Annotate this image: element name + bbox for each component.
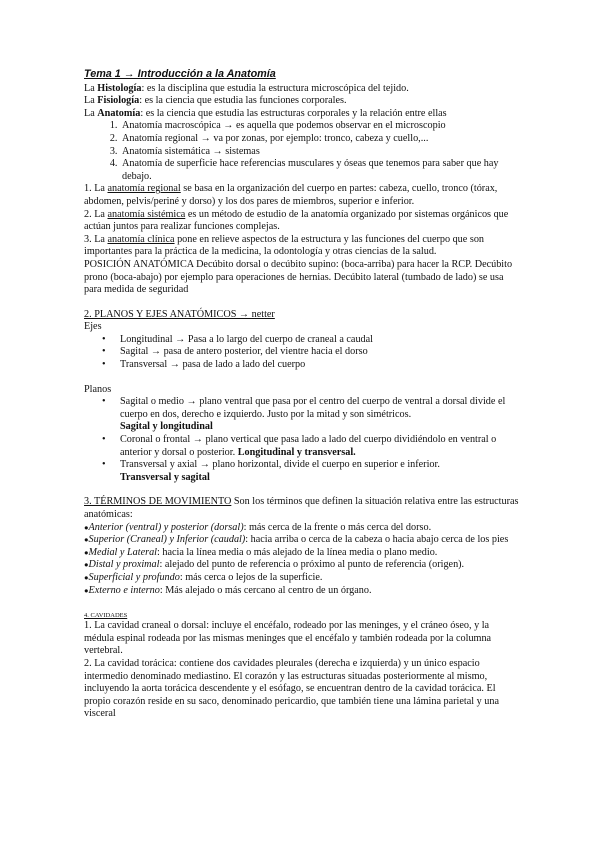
para-clinica: 3. La anatomía clínica pone en relieve aspectos de la estructura y las funciones del cuerpo que son importantes para la práctica de la medicina, la odontología y otras ciencias de la salud. <box>84 233 485 258</box>
term-item: ● Medial y Lateral: hacia la línea media o más alejado de la línea media o plano medio. <box>84 547 520 560</box>
para-sistemica: 2. La anatomía sistémica es un método de estudio de la anatomía organizado por sistemas orgánicos que actúan juntos para realizar funciones complejas. <box>84 208 509 233</box>
list-item: 1. Anatomía macroscópica → es aquella que podemos observar en el microscopio <box>120 120 520 133</box>
section4-heading: 4. CAVIDADES <box>84 612 128 620</box>
ejes-label: Ejes <box>84 321 102 333</box>
term-item: ● Externo e interno: Más alejado o más cercano al centro de un órgano. <box>84 585 520 598</box>
list-item: • Longitudinal → Pasa a lo largo del cuerpo de craneal a caudal <box>120 334 520 347</box>
para-regional: 1. La anatomía regional se basa en la organización del cuerpo en partes: cabeza, cuello, tronco (tórax, abdomen, pelvis/periné y dorso) y los dos pares de miembros, superior e inferior. <box>84 183 498 207</box>
list-item: • Transversal y axial → plano horizontal, divide el cuerpo en superior e inferior. Transversal y sagital <box>120 459 520 484</box>
def-anatomia: La Anatomía: es la ciencia que estudia las estructuras corporales y la relación entre ellas <box>84 107 447 119</box>
ejes-list <box>84 334 520 372</box>
section3-heading: 3. TÉRMINOS DE MOVIMIENTO Son los términos que definen la situación relativa entre las estructuras anatómicas: <box>84 496 519 520</box>
list-item: 3. Anatomía sistemática → sistemas <box>120 146 520 159</box>
list-item: 4. Anatomía de superficie hace referencias musculares y óseas que tenemos para saber que hay debajo. <box>120 158 520 183</box>
list-item: • Sagital → pasa de antero posterior, del vientre hacia el dorso <box>120 346 520 359</box>
anatomy-types-list <box>84 120 520 183</box>
list-item: • Transversal → pasa de lado a lado del cuerpo <box>120 359 520 372</box>
list-item: 2. Anatomía regional → va por zonas, por ejemplo: tronco, cabeza y cuello,... <box>120 133 520 146</box>
document-page <box>84 68 520 721</box>
def-histologia: La Histología: es la disciplina que estudia la estructura microscópica del tejido. <box>84 82 409 94</box>
posicion-anatomica: POSICIÓN ANATÓMICA Decúbito dorsal o decúbito supino: (boca-arriba) para hacer la RCP. Decúbito prono (boca-abajo) por ejemplo para operaciones de hernias. Decúbito lateral (tumbado de lado) se usa para medida de seguridad <box>84 258 513 296</box>
term-item: ● Anterior (ventral) y posterior (dorsal): más cerca de la frente o más cerca del dorso. <box>84 522 520 535</box>
def-fisiologia: La Fisiología: es la ciencia que estudia las funciones corporales. <box>84 95 347 107</box>
section2-heading: 2. PLANOS Y EJES ANATÓMICOS → netter <box>84 308 275 320</box>
term-item: ● Superior (Craneal) y Inferior (caudal): hacia arriba o cerca de la cabeza o hacia abajo cerca de los pies <box>84 534 520 547</box>
list-item: • Sagital o medio → plano ventral que pasa por el centro del cuerpo de ventral a dorsal divide el cuerpo en dos, derecho e izquierdo. Justo por la mitad y son simétricos. Sagital y longitudinal <box>120 396 520 434</box>
planos-label: Planos <box>84 383 112 395</box>
cavidad-toracica: 2. La cavidad torácica: contiene dos cavidades pleurales (derecha e izquierda) y un único espacio intermedio denominado mediastino. El corazón y las estructuras situadas posteriormente al mismo, incluyendo la aorta torácica descendente y el esófago, se encuentran dentro de la cavidad torácica. El propio corazón reside en su saco, denominado pericardio, que también tiene una lámina parietal y una visceral <box>84 657 499 720</box>
term-item: ● Distal y proximal: alejado del punto de referencia o próximo al punto de referencia (origen). <box>84 559 520 572</box>
term-item: ● Superficial y profundo: más cerca o lejos de la superficie. <box>84 572 520 585</box>
planos-list <box>84 396 520 484</box>
page-title: Tema 1 → Introducción a la Anatomía <box>84 68 276 80</box>
list-item: • Coronal o frontal → plano vertical que pasa lado a lado del cuerpo dividiéndolo en ventral o anterior y dorsal o posterior. Longitudinal y transversal. <box>120 434 520 459</box>
cavidad-craneal: 1. La cavidad craneal o dorsal: incluye el encéfalo, rodeado por las meninges, y el cráneo óseo, y la médula espinal rodeada por las mismas meninges que el encéfalo y también rodeada por la columna vertebral. <box>84 620 492 657</box>
